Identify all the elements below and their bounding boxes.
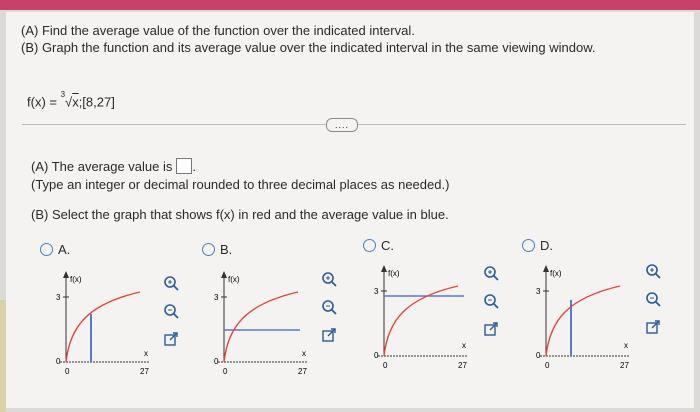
graph-a-tools (162, 274, 184, 358)
function-definition (27, 90, 115, 110)
root-index: 3 (60, 90, 66, 99)
zoom-in-icon[interactable] (320, 270, 338, 288)
option-d-radio[interactable] (522, 239, 535, 252)
x-axis-label: x (144, 349, 148, 358)
top-accent-bar (0, 0, 700, 10)
y-zero-label: 0 (56, 357, 61, 366)
average-value-end: . (192, 159, 197, 174)
option-a-label: A. (58, 242, 71, 257)
y-tick-label: 3 (536, 287, 541, 296)
y-tick-label: 3 (374, 287, 379, 296)
average-value-input[interactable] (176, 158, 192, 174)
interval: ;[8,27] (78, 94, 115, 110)
y-axis-arrow (63, 271, 69, 278)
average-value-row (31, 158, 196, 174)
x-axis-label: x (462, 341, 466, 350)
y-axis-arrow (543, 265, 549, 272)
x-zero-label: 0 (545, 361, 550, 370)
graph-b-tools (320, 270, 342, 354)
zoom-out-icon[interactable] (482, 292, 500, 310)
open-new-window-icon[interactable] (644, 318, 662, 336)
part-a-instruction: (A) Find the average value of the function over the indicated interval. (21, 23, 415, 38)
graph-d-tools (644, 262, 666, 346)
open-new-window-icon[interactable] (482, 320, 500, 338)
option-c-label: C. (381, 238, 394, 253)
y-zero-label: 0 (536, 351, 541, 360)
y-tick-label: 3 (214, 293, 219, 302)
option-a-radio[interactable] (40, 243, 53, 256)
graph-c (366, 260, 476, 370)
graph-a (48, 266, 158, 376)
y-label: f(x) (388, 269, 400, 278)
option-b-label: B. (220, 242, 233, 257)
zoom-in-icon[interactable] (644, 262, 662, 280)
rounding-hint: (Type an integer or decimal rounded to three decimal places as needed.) (31, 177, 450, 192)
graph-b (206, 266, 316, 376)
select-graph-prompt: (B) Select the graph that shows f(x) in red and the average value in blue. (31, 207, 449, 222)
y-label: f(x) (228, 275, 240, 284)
y-tick-label: 3 (56, 293, 61, 302)
option-c[interactable] (363, 238, 394, 253)
open-new-window-icon[interactable] (162, 330, 180, 348)
radical-sign: √ (65, 94, 73, 110)
option-d[interactable] (522, 238, 553, 253)
function-curve (546, 286, 620, 356)
option-c-radio[interactable] (363, 239, 376, 252)
x-axis-label: x (302, 349, 306, 358)
graph-c-tools (482, 264, 504, 348)
x-zero-label: 0 (65, 367, 70, 376)
zoom-out-icon[interactable] (320, 298, 338, 316)
zoom-in-icon[interactable] (162, 274, 180, 292)
function-curve (66, 292, 140, 362)
x-axis-label: x (624, 341, 628, 350)
option-b[interactable] (202, 242, 232, 257)
x-max-label: 27 (620, 361, 629, 370)
option-a[interactable] (40, 242, 70, 257)
y-label: f(x) (550, 269, 562, 278)
graph-d (528, 260, 638, 370)
option-d-label: D. (540, 238, 553, 253)
y-zero-label: 0 (214, 357, 219, 366)
x-max-label: 27 (140, 367, 149, 376)
zoom-in-icon[interactable] (482, 264, 500, 282)
function-curve (224, 292, 298, 362)
y-label: f(x) (70, 275, 82, 284)
option-b-radio[interactable] (202, 243, 215, 256)
zoom-out-icon[interactable] (162, 302, 180, 320)
x-max-label: 27 (298, 367, 307, 376)
average-value-prompt: (A) The average value is (31, 159, 173, 174)
radicand: x (72, 94, 79, 110)
function-prefix: f(x) = (27, 94, 61, 110)
part-b-instruction: (B) Graph the function and its average value over the indicated interval in the same viewing window. (21, 40, 596, 55)
y-axis-arrow (221, 271, 227, 278)
open-new-window-icon[interactable] (320, 326, 338, 344)
y-zero-label: 0 (374, 351, 379, 360)
x-zero-label: 0 (223, 367, 228, 376)
expand-button[interactable]: .... (326, 118, 358, 132)
x-max-label: 27 (458, 361, 467, 370)
x-zero-label: 0 (383, 361, 388, 370)
question-panel (6, 12, 694, 408)
y-axis-arrow (381, 265, 387, 272)
zoom-out-icon[interactable] (644, 290, 662, 308)
